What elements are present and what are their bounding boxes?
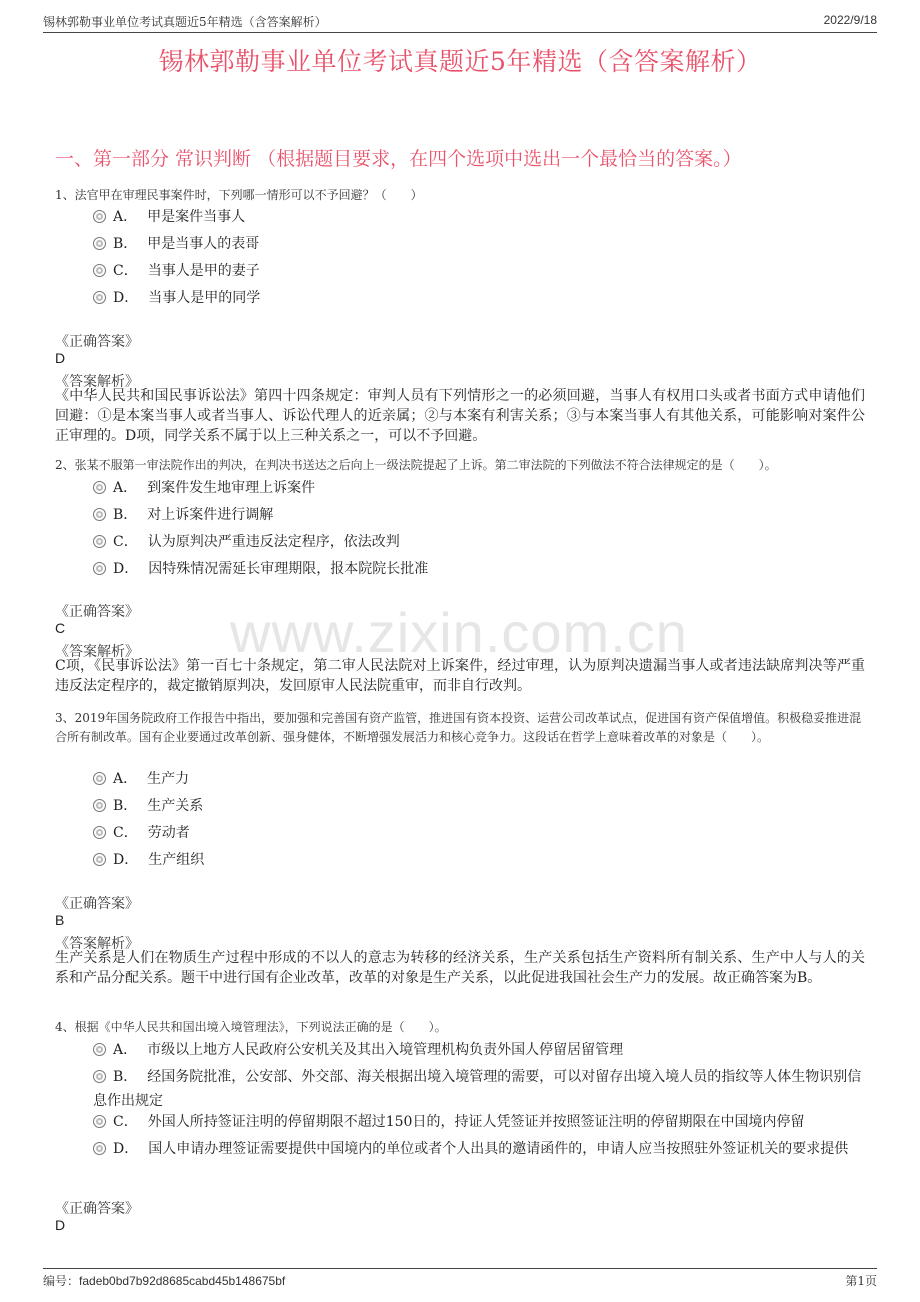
answer-label: 《正确答案》: [55, 604, 139, 620]
explanation-text: 《中华人民共和国民事诉讼法》第四十四条规定：审判人员有下列情形之一的必须回避，当事人有权用口头或者书面方式申请他们回避：①是本案当事人或者当事人、诉讼代理人的近亲属；②与本案有利害关系；③与本案当事人有其他关系，可能影响对案件公正审理的。D项，同学关系不属于以上三种关系之一，可以不予回避。: [55, 388, 865, 444]
radio-icon[interactable]: [93, 535, 106, 548]
page-footer: [43, 1268, 877, 1289]
explanation-label: 《答案解析》: [55, 644, 139, 660]
radio-icon[interactable]: [93, 853, 106, 866]
radio-icon[interactable]: [93, 799, 106, 812]
question-stem: 4、根据《中华人民共和国出境入境管理法》，下列说法正确的是（ ）。: [55, 1020, 447, 1034]
question-stem: 3、2019年国务院政府工作报告中指出，要加强和完善国有资产监管，推进国有资本投资、运营公司改革试点，促进国有资产保值增值。积极稳妥推进混合所有制改革。国有企业要通过改革创新、强身健体，不断增强发展活力和核心竞争力。这段话在哲学上意味着改革的对象是（ ）。: [55, 711, 862, 744]
footer-code: 编号：fadeb0bd7b92d8685cabd45b148675bf: [43, 1274, 286, 1288]
option-d[interactable]: D． 生产组织: [93, 848, 863, 872]
answer-label: 《正确答案》: [55, 896, 139, 912]
radio-icon[interactable]: [93, 1115, 106, 1128]
option-a[interactable]: A． 甲是案件当事人: [93, 205, 863, 229]
explanation-label: 《答案解析》: [55, 936, 139, 952]
radio-icon[interactable]: [93, 481, 106, 494]
answer-label: 《正确答案》: [55, 1201, 139, 1217]
option-b[interactable]: B． 经国务院批准，公安部、外交部、海关根据出境入境管理的需要，可以对留存出境入境人员的指纹等人体生物识别信息作出规定: [93, 1069, 862, 1109]
option-b[interactable]: B． 甲是当事人的表哥: [93, 232, 863, 256]
radio-icon[interactable]: [93, 562, 106, 575]
option-c[interactable]: C． 劳动者: [93, 821, 863, 845]
answer-value: C: [55, 620, 66, 636]
radio-icon[interactable]: [93, 508, 106, 521]
radio-icon[interactable]: [93, 1142, 106, 1155]
question-stem: 1、法官甲在审理民事案件时，下列哪一情形可以不予回避？（ ）: [55, 188, 423, 202]
answer-value: B: [55, 912, 65, 928]
explanation-label: 《答案解析》: [55, 374, 139, 390]
document-title: 锡林郭勒事业单位考试真题近5年精选（含答案解析）: [158, 47, 762, 76]
explanation-text: C项，《民事诉讼法》第一百七十条规定，第二审人民法院对上诉案件，经过审理，认为原判决遗漏当事人或者违法缺席判决等严重违反法定程序的，裁定撤销原判决，发回原审人民法院重审，而非自行改判。: [55, 658, 865, 694]
answer-value: D: [55, 350, 66, 366]
radio-icon[interactable]: [93, 237, 106, 250]
watermark: www.zixin.com.cn: [230, 601, 688, 664]
answer-value: D: [55, 1217, 66, 1233]
explanation-text: 生产关系是人们在物质生产过程中形成的不以人的意志为转移的经济关系，生产关系包括生产资料所有制关系、生产中人与人的关系和产品分配关系。题干中进行国有企业改革，改革的对象是生产关系，以此促进我国社会生产力的发展。故正确答案为B。: [55, 950, 865, 986]
page-number: 第1页: [845, 1274, 877, 1288]
radio-icon[interactable]: [93, 1043, 106, 1056]
radio-icon[interactable]: [93, 826, 106, 839]
option-a[interactable]: A． 到案件发生地审理上诉案件: [93, 476, 863, 500]
option-d[interactable]: D． 当事人是甲的同学: [93, 286, 863, 310]
section-heading: 一、第一部分 常识判断 （根据题目要求，在四个选项中选出一个最恰当的答案。）: [55, 148, 742, 170]
radio-icon[interactable]: [93, 1070, 106, 1083]
option-d[interactable]: D． 因特殊情况需延长审理期限，报本院院长批准: [93, 557, 863, 581]
radio-icon[interactable]: [93, 772, 106, 785]
option-c[interactable]: C． 当事人是甲的妻子: [93, 259, 863, 283]
option-c[interactable]: C． 认为原判决严重违反法定程序，依法改判: [93, 530, 863, 554]
option-d[interactable]: D． 国人申请办理签证需要提供中国境内的单位或者个人出具的邀请函件的，申请人应当按照驻外签证机关的要求提供: [93, 1137, 863, 1161]
option-a[interactable]: A． 生产力: [93, 767, 863, 791]
radio-icon[interactable]: [93, 210, 106, 223]
radio-icon[interactable]: [93, 291, 106, 304]
option-b[interactable]: B． 对上诉案件进行调解: [93, 503, 863, 527]
answer-label: 《正确答案》: [55, 334, 139, 350]
page-header: [43, 12, 877, 33]
option-a[interactable]: A． 市级以上地方人民政府公安机关及其出入境管理机构负责外国人停留居留管理: [93, 1038, 863, 1062]
option-c[interactable]: C． 外国人所持签证注明的停留期限不超过150日的，持证人凭签证并按照签证注明的停留期限在中国境内停留: [93, 1110, 863, 1134]
header-date: 2022/9/18: [823, 13, 877, 27]
radio-icon[interactable]: [93, 264, 106, 277]
option-b[interactable]: B． 生产关系: [93, 794, 863, 818]
header-doc-title: 锡林郭勒事业单位考试真题近5年精选（含答案解析）: [43, 15, 327, 29]
question-stem: 2、张某不服第一审法院作出的判决，在判决书送达之后向上一级法院提起了上诉。第二审法院的下列做法不符合法律规定的是（ ）。: [55, 458, 777, 472]
